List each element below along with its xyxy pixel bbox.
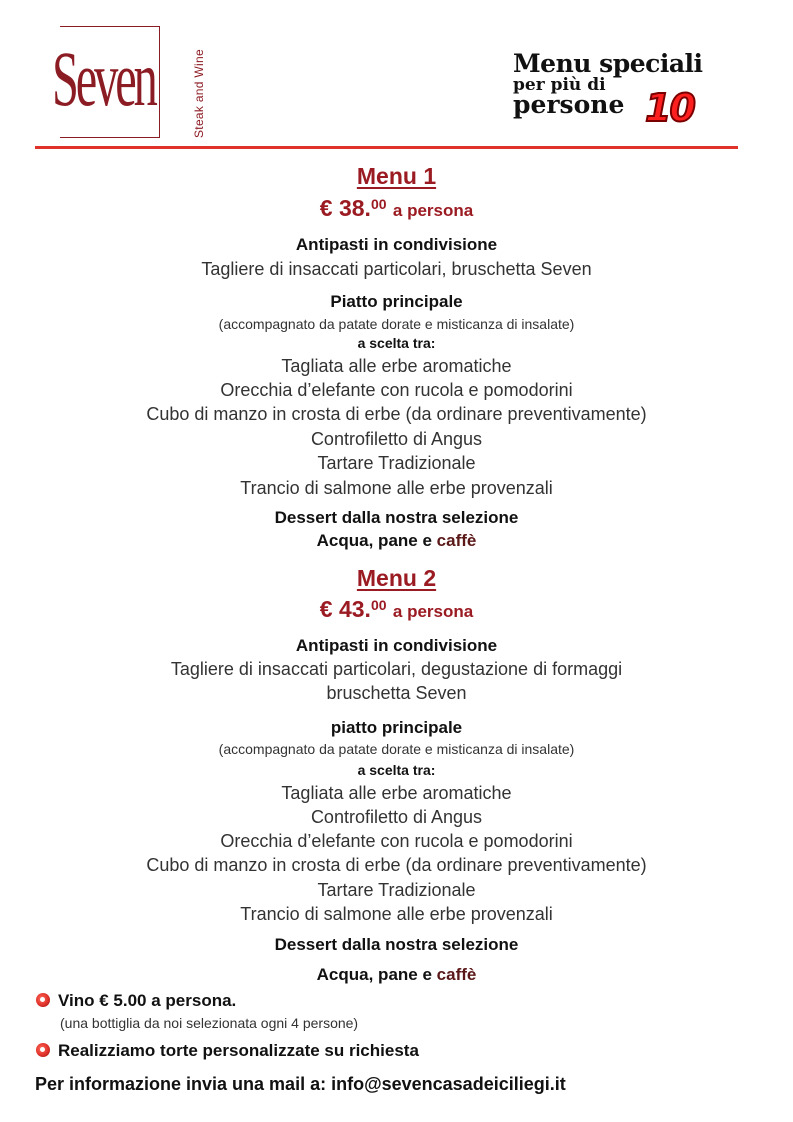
wine-line [36,991,236,1011]
menu-1-acqua-text: Acqua, pane e [316,531,432,550]
menu-1-acqua [0,531,793,551]
menu-2-item: Controfiletto di Angus [310,807,483,827]
heading-line2: per più di [513,75,606,95]
menu-2-antipasti-text-1: Tagliere di insaccati particolari, degustazione di formaggi [170,659,623,679]
menu-2-item: Tagliata alle erbe aromatiche [281,783,512,803]
menu-2-item: Tartare Tradizionale [317,880,476,900]
menu-1-price-int: € 38. [319,195,371,221]
menu-2-item: Trancio di salmone alle erbe provenzali [240,904,553,924]
menu-1-antipasti-title: Antipasti in condivisione [295,235,498,254]
menu-2-title-block [0,565,793,592]
menu-1-caffe: caffè [436,531,477,550]
wine-note: (una bottiglia da noi selezionata ogni 4 persone) [60,1015,359,1031]
menu-1-choose: a scelta tra: [357,335,436,351]
menu-2-main-note: (accompagnato da patate dorate e misticanza di insalate) [218,741,575,757]
menu-1-item: Cubo di manzo in crosta di erbe (da ordinare preventivamente) [146,404,647,424]
menu-2-item: Cubo di manzo in crosta di erbe (da ordinare preventivamente) [146,855,647,875]
heading-line1: Menu speciali [513,49,703,78]
bullet-icon [36,1043,50,1057]
menu-2-price-dec: 00 [370,597,387,613]
menu-1-price-per: a persona [392,201,474,220]
contact-line: Per informazione invia una mail a: info@sevencasadeiciliegi.it [35,1074,566,1094]
menu-1-price [0,195,793,222]
menu-1-main-title: Piatto principale [330,292,463,311]
menu-1-main-note: (accompagnato da patate dorate e misticanza di insalate) [218,316,575,332]
menu-2-dessert: Dessert dalla nostra selezione [274,935,519,954]
menu-2-price [0,596,793,623]
menu-2-acqua-text: Acqua, pane e [316,965,432,984]
header-divider [35,146,738,149]
menu-1-item: Controfiletto di Angus [310,429,483,449]
menu-2-title: Menu 2 [356,565,437,591]
heading-number: 10 [645,86,694,130]
logo-tagline: Steak and Wine [192,49,206,138]
menu-1-price-dec: 00 [370,196,387,212]
menu-1-item: Orecchia d’elefante con rucola e pomodorini [220,380,573,400]
menu-1-item: Trancio di salmone alle erbe provenzali [240,478,553,498]
menu-1-dessert: Dessert dalla nostra selezione [274,508,519,527]
menu-2-acqua [0,965,793,985]
special-menu-heading [513,49,733,130]
menu-2-antipasti-title: Antipasti in condivisione [295,636,498,655]
wine-text: Vino € 5.00 a persona. [58,991,237,1010]
menu-1-item: Tartare Tradizionale [317,453,476,473]
menu-1-item: Tagliata alle erbe aromatiche [281,356,512,376]
menu-1-title-block [0,163,793,190]
menu-2-price-int: € 43. [319,596,371,622]
menu-2-caffe: caffè [436,965,477,984]
logo-word: Seven [52,35,155,122]
menu-2-item: Orecchia d’elefante con rucola e pomodorini [220,831,573,851]
menu-2-price-per: a persona [392,602,474,621]
menu-2-main-title: piatto principale [330,718,463,737]
logo [52,26,206,138]
menu-1-title: Menu 1 [356,163,437,189]
menu-1-antipasti-text: Tagliere di insaccati particolari, bruschetta Seven [201,259,592,279]
menu-2-choose: a scelta tra: [357,762,436,778]
cakes-line [36,1041,419,1061]
heading-line3: persone [513,90,625,119]
menu-2-antipasti-text-2: bruschetta Seven [326,683,467,703]
cakes-text: Realizziamo torte personalizzate su richiesta [58,1041,419,1060]
bullet-icon [36,993,50,1007]
